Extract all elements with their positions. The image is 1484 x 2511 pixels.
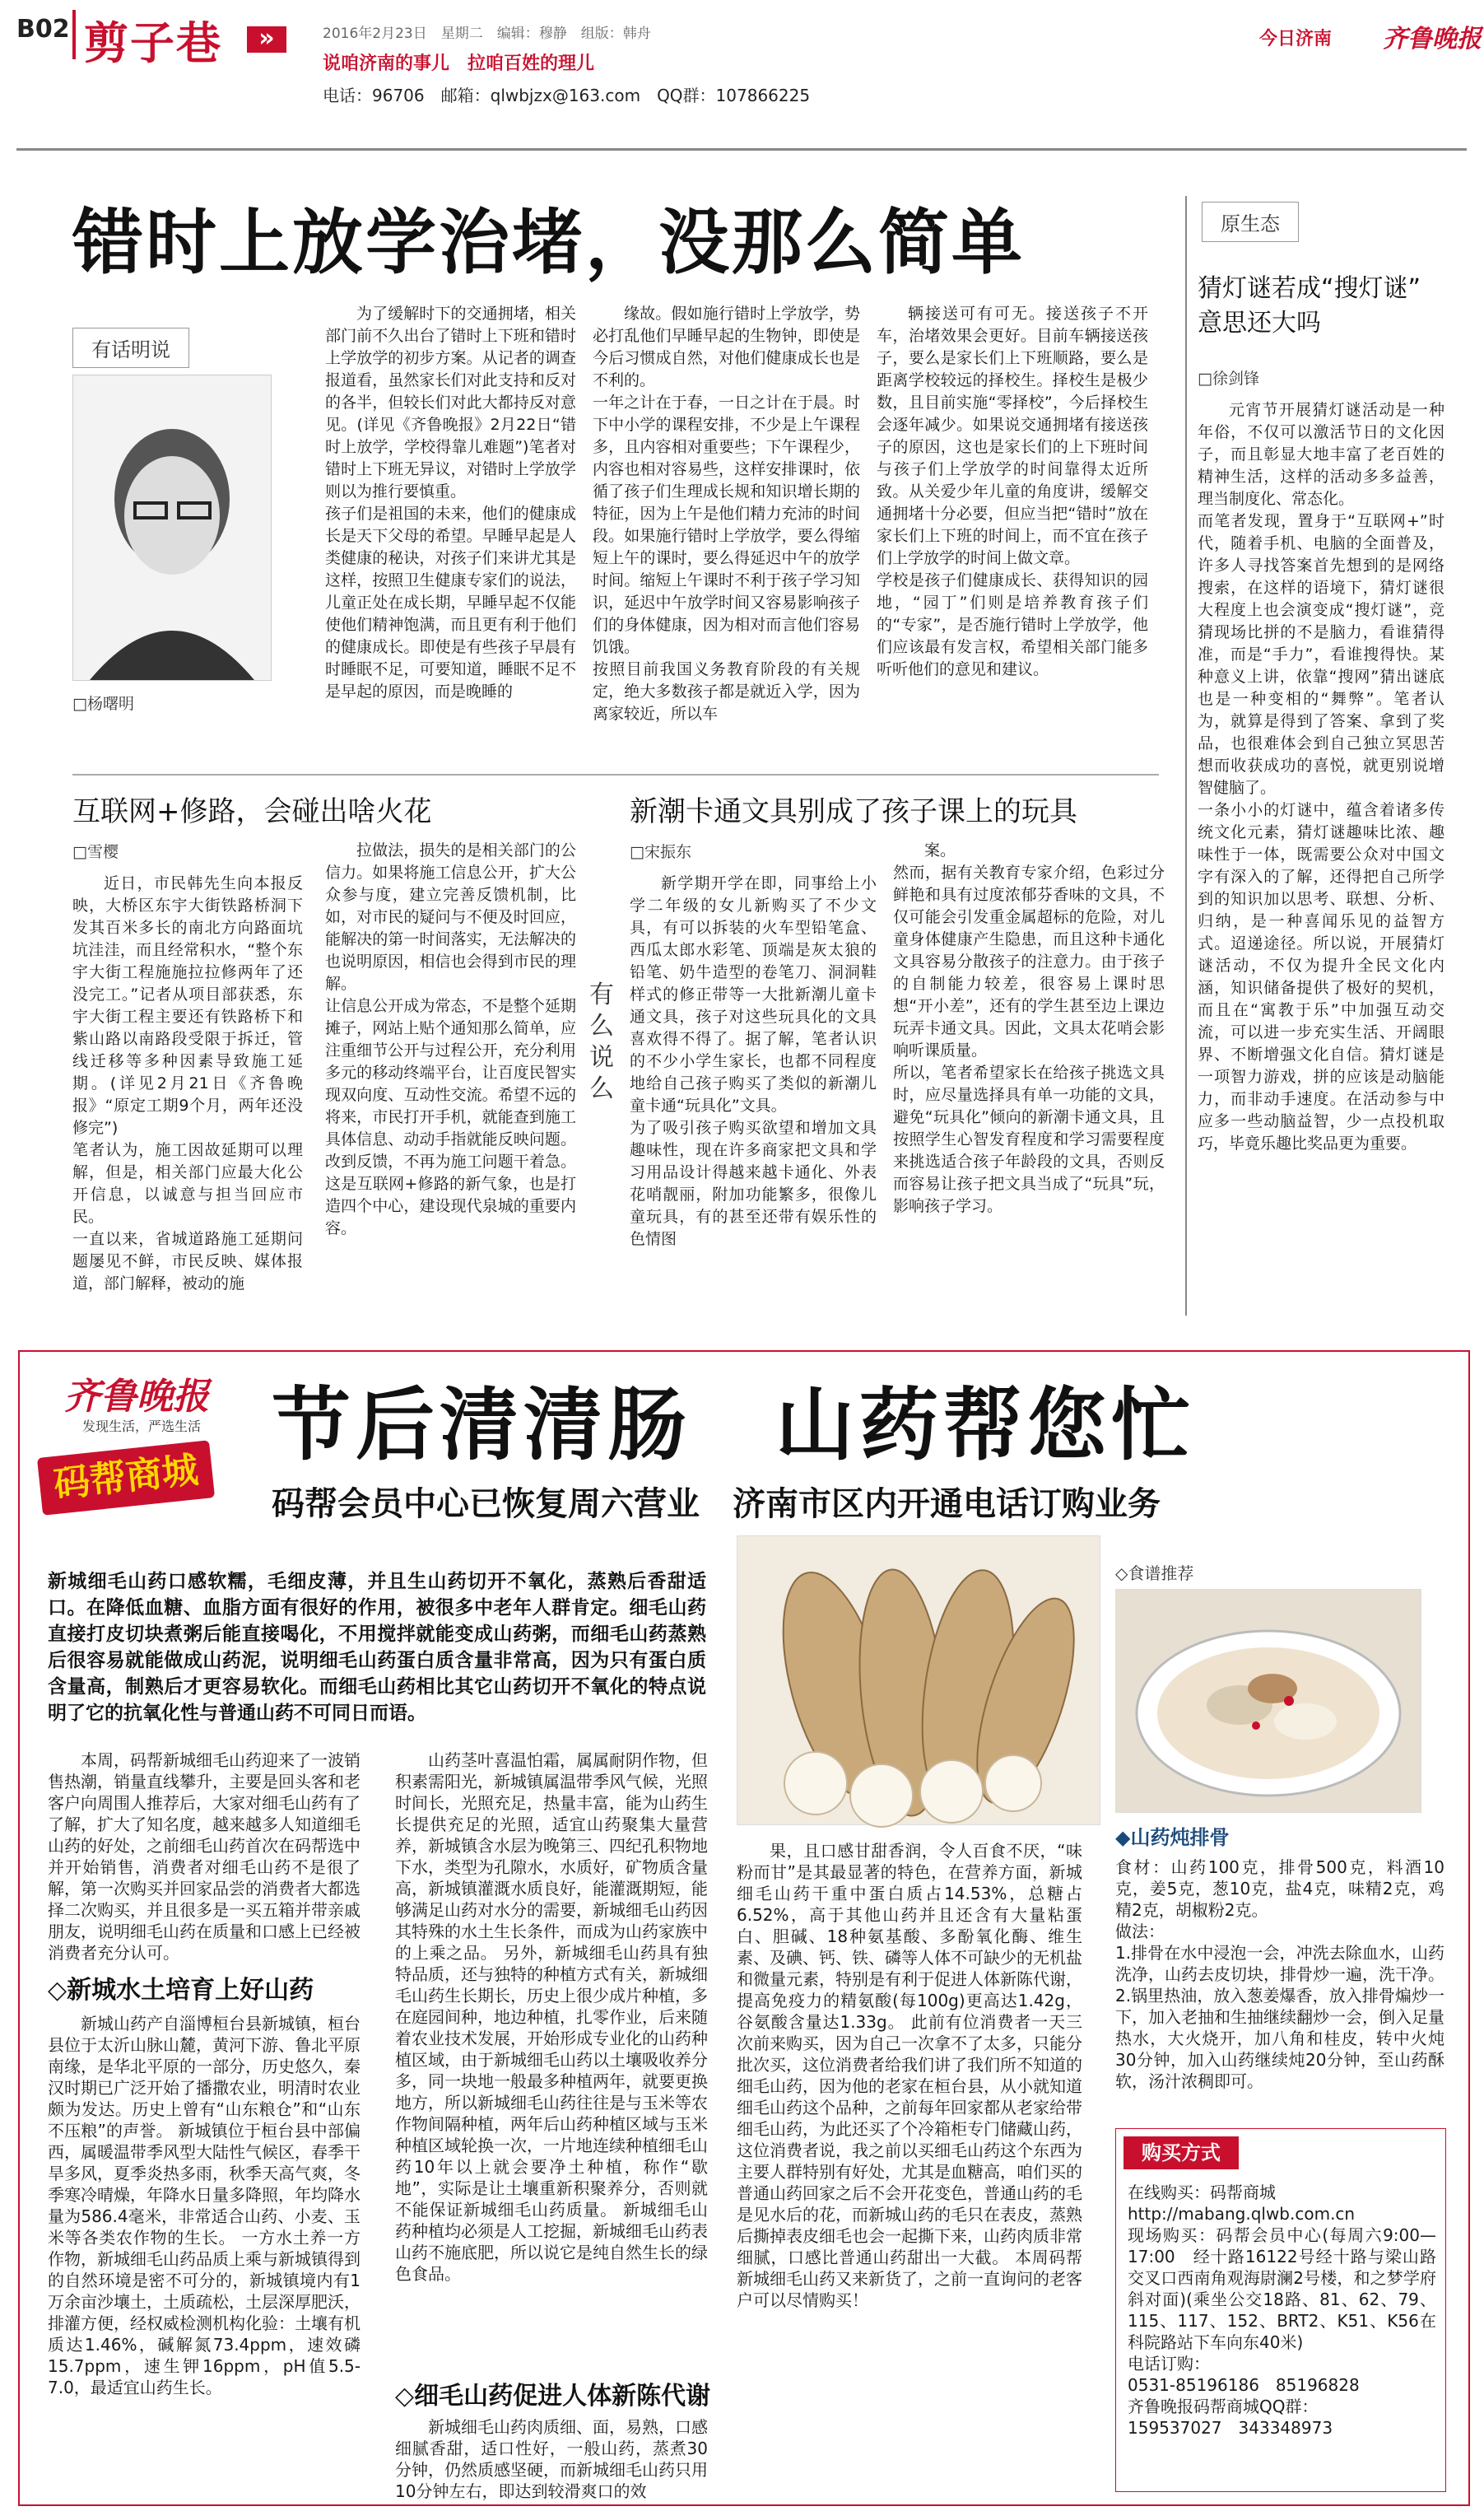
yam-photo (737, 1535, 1100, 1825)
yam-icon (737, 1536, 1100, 1824)
section-slogan: 说咱济南的事儿 拉咱百姓的理儿 (323, 54, 595, 74)
ad-headline: 节后清清肠 山药帮您忙 (272, 1379, 1195, 1471)
double-arrow-icon: » (247, 26, 286, 53)
contact-info: 电话：96706 邮箱：qlwbjzx@163.com QQ群：107866225 (323, 86, 811, 105)
page-number: B02 (16, 15, 70, 44)
author-byline: □杨曙明 (72, 695, 134, 713)
column-label-right: 原生态 (1202, 202, 1299, 242)
article-b-col-1: 新学期开学在即，同事给上小学二年级的女儿新购买了不少文具，有可以拆装的火车型铅笔盒、西瓜太郎水彩笔、顶端是灰太狼的铅笔、奶牛造型的卷笔刀、洞洞鞋样式的修正带等一大批新潮儿童卡通文具，孩子对这些玩具化的文具喜欢得不得了。据了解，笔者认识的不少小学生家长，也都不同程度地给自己孩子购买了类似的新潮儿童卡通“玩具化”文具。 为了吸引孩子购买欲望和增加文具趣味性，现在许多商家把文具和学习用品设计得越来越卡通化、外表花哨靓丽，附加功能繁多，很像儿童玩具，有的甚至还带有娱乐性的色情图 (630, 874, 877, 1248)
ad-heading-2: ◇细毛山药促进人体新陈代谢 (395, 2382, 711, 2411)
ad-col-1-bottom: 新城山药产自淄博桓台县新城镇，桓台县位于太沂山脉山麓，黄河下游、鲁北平原南缘，是华北平原的一部分，历史悠久，秦汉时期已广泛开始了播撒农业，明清时农业颇为发达。历史上曾有“山东粮仓”和“山东不压粮”的声誉。 新城镇位于桓台县中部偏西，属暖温带季风型大陆性气候区，春季干旱多风，夏季炎热多雨，秋季天高气爽，冬季寒冷晴燥，年降水日量多降照，年均降水量为586.4毫米，非常适合山药、小麦、玉米等各类农作物的生长。 一方水土养一方作物，新城细毛山药品质上乘与新城镇得到的自然环境是密不可分的，新城镇境内有1万余亩沙壤土，土质疏松，土层深厚肥沃，排灌方便，经权威检测机构化验：土壤有机质达1.46%，碱解氮73.4ppm，速效磷15.7ppm，速生钾16ppm，pH值5.5-7.0，最适宜山药生长。 (48, 2014, 361, 2397)
recipe-label: ◇食谱推荐 (1115, 1563, 1194, 1583)
column-divider (1185, 196, 1187, 1316)
ad-lead-paragraph: 新城细毛山药口感软糯，毛细皮薄，并且生山药切开不氧化，蒸熟后香甜适口。在降低血糖、血脂方面有很好的作用，被很多中老年人群肯定。细毛山药直接打皮切块煮粥后能直接喝化，不用搅拌就能变成山药粥，而细毛山药蒸熟后很容易就能做成山药泥，说明细毛山药蛋白质含量非常高，因为只有蛋白质含量高，制熟后才更容易软化。而细毛山药相比其它山药切开不氧化的特点说明了它的抗氧化性与普通山药不可同日而语。 (48, 1571, 706, 1724)
purchase-details: 在线购买：码帮商城 http://mabang.qlwb.com.cn 现场购买：码帮会员中心(每周六9:00—17:00 经十路16122号经十路与梁山路交叉口西南角观海尉澜2号楼，和之梦学府斜对面)(乘坐公交18路、81、62、79、115、117、152、BRT2、K51、K56在科院路站下车向东40米) 电话订购： 0531-85196186 85196828 齐鲁晚报码帮商城QQ群： 159537027 343348973 (1128, 2183, 1436, 2438)
edition-label: 今日济南 (1259, 29, 1333, 49)
ad-col-2-bottom: 新城细毛山药肉质细、面，易熟，口感细腻香甜，适口性好，一般山药，蒸煮30分钟，仍然质感坚硬，而新城细毛山药只用10分钟左右，即达到较滑爽口的效 (395, 2417, 708, 2501)
portrait-icon (73, 375, 271, 680)
right-byline: □徐剑锋 (1198, 370, 1259, 388)
author-portrait (72, 375, 272, 681)
ad-col-2-top: 山药茎叶喜温怕霜，属属耐阴作物，但积素需阳光，新城镇属温带季风气候，光照时间长，光照充足，热量丰富，能为山药生长提供充足的光照，适宜山药聚集大量营养，新城镇含水层为晚第三、四纪孔积物地下水，类型为孔隙水，水质好，矿物质含量高，新城镇灌溉水质良好，能灌溉期短，能够满足山药对水分的需要，新城细毛山药因其特殊的水土生长条件，而成为山药家族中的上乘之品。 另外，新城细毛山药具有独特品质，还与独特的种植方式有关，新城细毛山药生长期长，历史上很少成片种植，多在庭园间种，地边种植，扎零作业，后来随着农业技术发展，开始形成专业化的山药种植区域，由于新城细毛山药以土壤吸收养分多，同一块地一般最多种植两年，就要更换地方，所以新城细毛山药往往是与玉米等农作物间隔种植，两年后山药种植区域与玉米种植区域轮换一次，一片地连续种植细毛山药10年以上就会要净土种植，称作“歇地”，实际是让土壤重新积聚养分，否则就不能保证新城细毛山药质量。 新城细毛山药种植均必须是人工挖掘，新城细毛山药表山药不施底肥，所以说它是纯自然生长的绿色食品。 (395, 1750, 708, 2284)
issue-meta: 2016年2月23日 星期二 编辑：穆静 组版：韩舟 (323, 26, 651, 42)
main-col-1: 为了缓解时下的交通拥堵，相关部门前不久出台了错时上下班和错时上学放学的初步方案。从记者的调查报道看，虽然家长们对此支持和反对的各半，但较长们对此大都持反对意见。(详见《齐鲁晚报》2月22日“错时上放学，学校得靠儿难题”)笔者对错时上下班无异议，对错时上学放学则以为推行要慎重。 孩子们是祖国的未来，他们的健康成长是天下父母的希望。早睡早起是人类健康的秘诀，对孩子们来讲尤其是这样，按照卫生健康专家们的说法，儿童正处在成长期，早睡早起不仅能使他们精神饱满，而且更有利于他们的健康成长。即使是有些孩子早晨有时睡眠不足，可要知道，睡眠不足不是早起的原因，而是晚睡的 (325, 305, 576, 701)
article-b-title: 新潮卡通文具别成了孩子课上的玩具 (630, 795, 1077, 828)
ad-col-1-top: 本周，码帮新城细毛山药迎来了一波销售热潮，销量直线攀升，主要是回头客和老客户向周围人推荐后，大家对细毛山药有了了解，扩大了知名度，越来越多人知道细毛山药的好处，之前细毛山药首次在码帮选中并开始销售，消费者对细毛山药不是很了解，第一次购买并回家品尝的消费者大都选择二次购买，并且很多是一买五箱并带亲戚朋友，说明细毛山药在质量和口感上已经被消费者充分认可。 (48, 1750, 361, 1963)
purchase-heading: 购买方式 (1123, 2136, 1239, 2169)
right-body: 元宵节开展猜灯谜活动是一种年俗，不仅可以激活节日的文化因子，而且彰显大地丰富了老百姓的精神生活，这样的活动多多益善，理当制度化、常态化。 而笔者发现，置身于“互联网+”时代，随着手机、电脑的全面普及，许多人寻找答案首先想到的是网络搜索，在这样的语境下，猜灯谜很大程度上也会演变成“搜灯谜”，竞猜现场比拼的不是脑力，看谁猜得准，而是“手力”，看谁搜得快。某种意义上讲，依靠“搜网”猜出谜底也是一种变相的“舞弊”。笔者认为，就算是得到了答案、拿到了奖品，也很难体会到自己独立冥思苦想而收获成功的喜悦，就更别说增智健脑了。 一条小小的灯谜中，蕴含着诸多传统文化元素，猜灯谜趣味比浓、趣味性于一体，既需要公众对中国文字有深入的了解，还得把自己所学到的知识加以思考、联想、分析、归纳，是一种喜闻乐见的益智方式。迢递途径。所以说，开展猜灯谜活动，不仅为提升全民文化内涵，知识储备提供了极好的契机，而且在“寓教于乐”中加强互动交流，可以进一步充实生活、开阔眼界、不断增强文化自信。猜灯谜是一项智力游戏，拼的应该是动脑能力，而非动手速度。在活动参与中应多一些动脑益智，少一点投机取巧，毕竟乐趣比奖品更为重要。 (1198, 401, 1444, 1153)
right-headline: 猜灯谜若成“搜灯谜” 意思还大吗 (1198, 274, 1421, 338)
main-headline: 错时上放学治堵，没那么简单 (72, 202, 1025, 284)
article-a-title: 互联网+修路，会碰出啥火花 (72, 795, 432, 828)
section-rule (72, 774, 1159, 776)
vertical-column-label: 有么说么 (589, 981, 614, 1103)
newspaper-logo: 齐鲁晚报 (1383, 25, 1482, 54)
ad-subheadline: 码帮会员中心已恢复周六营业 济南市区内开通电话订购业务 (272, 1485, 1161, 1523)
article-b-col-2: 案。 然而，据有关教育专家介绍，色彩过分鲜艳和具有过度浓郁芬香味的文具，不仅可能会引发重金属超标的危险，对儿童身体健康产生隐患，而且这种卡通化文具容易分散孩子的注意力。由于孩子的自制能力较差，很容易上课时思想“开小差”，还有的学生甚至边上课边玩弄卡通文具。因此，文具太花哨会影响听课质量。 所以，笔者希望家长在给孩子挑选文具时，应尽量选择具有单一功能的文具，避免“玩具化”倾向的新潮卡通文具，且按照学生心智发育程度和学习需要程度来挑选适合孩子年龄段的文具，否则反而容易让孩子把文具当成了“玩具”玩，影响孩子学习。 (893, 841, 1165, 1215)
header-rule (16, 148, 1467, 151)
article-a-col-1: 近日，市民韩先生向本报反映，大桥区东宇大街铁路桥洞下发其百米多长的南北方向路面坑坑洼洼，而且经常积水，“整个东宇大街工程施施拉拉修两年了还没完工。”记者从项目部获悉，东宇大街工程主要还有铁路桥下和紫山路以南路段受限于拆迁，管线迁移等多种因素导致施工延期。(详见2月21日《齐鲁晚报》“原定工期9个月，两年还没修完”) 笔者认为，施工因故延期可以理解，但是，相关部门应最大化公开信息，以诚意与担当回应市民。 一直以来，省城道路施工延期问题屡见不鲜，市民反映、媒体报道，部门解释，被动的施 (72, 874, 303, 1293)
ad-newspaper-logo: 齐鲁晚报 (64, 1376, 209, 1418)
ad-heading-1: ◇新城水土培育上好山药 (48, 1976, 314, 2005)
recipe-title: ◆山药炖排骨 (1115, 1826, 1230, 1849)
dish-photo (1115, 1589, 1421, 1813)
soup-bowl-icon (1116, 1590, 1421, 1812)
ad-col-3: 果，且口感甘甜香润，令人百食不厌，“味粉而甘”是其最显著的特色，在营养方面，新城细毛山药干重中蛋白质占14.53%，总糖占6.52%，高于其他山药并且还含有大量粘蛋白、胆碱、18种氨基酸、多酚氧化酶、维生素、及碘、钙、铁、磷等人体不可缺少的无机盐和微量元素，特别是有利于促进人体新陈代谢，提高免疫力的精氨酸(每100g)更高达1.42g，谷氨酸含量达1.33g。 此前有位消费者一天三次前来购买，因为自己一次拿不了太多，只能分批次买，这位消费者给我们讲了我们所不知道的细毛山药，因为他的老家在桓台县，从小就知道细毛山药这个品种，之前每年回家都从老家给带细毛山药，为此还买了个冷箱柜专门储藏山药，这位消费者说，我之前以买细毛山药这个东西为主要人群特别有好处，尤其是血糖高，咱们买的普通山药回家之后不会开花变色，普通山药的毛是见水后的花，而新城山药的毛只在表皮，蒸熟后撕掉表皮细毛也会一起撕下来，山药肉质非常细腻，口感比普通山药甜出一大截。 本周码帮新城细毛山药又来新货了，之前一直询问的老客户可以尽情购买！ (737, 1841, 1082, 2310)
article-a-col-2: 拉做法，损失的是相关部门的公信力。如果将施工信息公开，扩大公众参与度，建立完善反馈机制，比如，对市民的疑问与不便及时回应，能解决的第一时间落实，无法解决的也说明原因，相信也会得到市民的理解。 让信息公开成为常态，不是整个延期摊子，网站上贴个通知那么简单，应注重细节公开与过程公开，充分利用多元的移动终端平台，让百度民智实现双向度、互动性交流。希望不远的将来，市民打开手机，就能查到施工具体信息、动动手指就能反映问题。改到反馈，不再为施工问题干着急。这是互联网+修路的新气象，也是打造四个中心，建设现代泉城的重要内容。 (325, 841, 576, 1237)
article-a-byline: □雪樱 (72, 843, 119, 861)
section-name: 剪子巷 (84, 17, 222, 69)
mabang-brand-badge: 码帮商城 (37, 1440, 215, 1516)
main-col-2: 缘故。假如施行错时上学放学，势必打乱他们早睡早起的生物钟，即使是今后习惯成自然，对他们健康成长也是不利的。 一年之计在于春，一日之计在于晨。时下中小学的课程安排，不少是上午课程多，且内容相对重要些；下午课程少，内容也相对容易些，这样安排课时，依循了孩子们生理成长规和知识增长期的特征，因为上午是他们精力充沛的时间段。如果施行错时上学放学，要么得缩短上午的课时，要么得延迟中午的放学时间。缩短上午课时不利于孩子学习知识，延迟中午放学时间又容易影响孩子们的身体健康，因为相对而言他们容易饥饿。 按照目前我国义务教育阶段的有关规定，绝大多数孩子都是就近入学，因为离家较近，所以车 (593, 305, 860, 723)
column-label: 有话明说 (72, 328, 189, 368)
article-b-byline: □宋振东 (630, 843, 691, 861)
ad-tagline: 发现生活，严选生活 (82, 1419, 202, 1434)
main-col-3: 辆接送可有可无。接送孩子不开车，治堵效果会更好。目前车辆接送孩子，要么是家长们上下班顺路，要么是距离学校较远的择校生。择校生是极少数，且目前实施“零择校”，今后择校生会逐年减少。如果说交通拥堵有接送孩子的原因，这也是家长们的上下班时间与孩子们上学放学的时间靠得太近所致。从关爱少年儿童的角度讲，缓解交通拥堵十分必要，但应当把“错时”放在家长们上下班的时间上，而不宜在孩子们上学放学的时间上做文章。 学校是孩子们健康成长、获得知识的园地，“园丁”们则是培养教育孩子们的“专家”，是否施行错时上学放学，他们应该最有发言权，希望相关部门能多听听他们的意见和建议。 (877, 305, 1148, 678)
recipe-body: 食材：山药100克，排骨500克，料酒10克，姜5克，葱10克，盐4克，味精2克，鸡精2克，胡椒粉2克。 做法： 1.排骨在水中浸泡一会，冲洗去除血水，山药洗净，山药去皮切块，排骨炒一遍，洗干净。 2.锅里热油，放入葱姜爆香，放入排骨煸炒一下，加入老抽和生抽继续翻炒一会，倒入足量热水，大火烧开，加八角和桂皮，转中火炖30分钟，加入山药继续炖20分钟，至山药酥软，汤汁浓稠即可。 (1115, 1857, 1444, 2091)
